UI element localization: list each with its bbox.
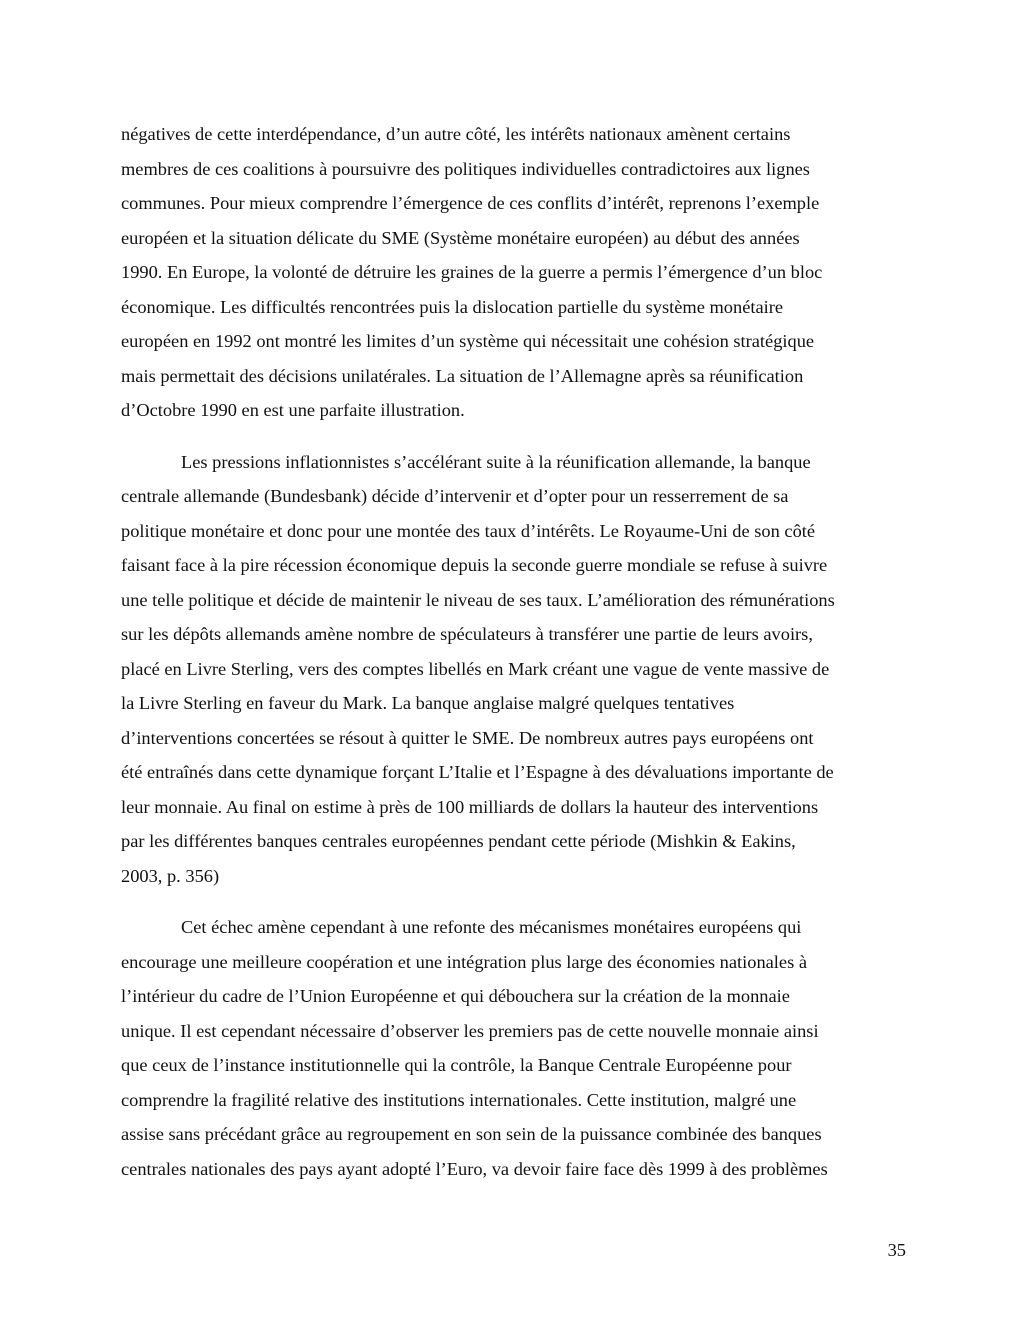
- text-line: la Livre Sterling en faveur du Mark. La banque anglaise malgré quelques tentatives: [121, 693, 735, 713]
- paragraph-spacer: [121, 428, 904, 445]
- text-line: mais permettait des décisions unilatérales. La situation de l’Allemagne après sa réunification: [121, 365, 804, 386]
- text-line: placé en Livre Sterling, vers des comptes libellés en Mark créant une vague de vente massive de: [121, 658, 830, 679]
- text-line: Cet échec amène cependant à une refonte des mécanismes monétaires européens qui: [181, 917, 802, 937]
- text-line: Les pressions inflationnistes s’accélérant suite à la réunification allemande, la banque: [181, 451, 811, 472]
- text-line: négatives de cette interdépendance, d’un autre côté, les intérêts nationaux amènent certains: [121, 124, 791, 144]
- text-line: que ceux de l’instance institutionnelle qui la contrôle, la Banque Centrale Européenne pour: [121, 1055, 792, 1075]
- text-line: d’Octobre 1990 en est une parfaite illustration.: [121, 400, 465, 420]
- paragraph-3: [121, 910, 904, 1186]
- text-line: comprendre la fragilité relative des institutions internationales. Cette institution, malgré une: [121, 1089, 797, 1110]
- text-line: l’intérieur du cadre de l’Union Européenne et qui débouchera sur la création de la monnaie: [121, 986, 790, 1006]
- paragraph-1: [121, 117, 904, 428]
- text-line: par les différentes banques centrales européennes pendant cette période (Mishkin & Eakins,: [121, 831, 796, 851]
- text-line: 2003, p. 356): [121, 865, 220, 886]
- paragraph-spacer: [121, 893, 904, 910]
- text-line: encourage une meilleure coopération et une intégration plus large des économies nationales à: [121, 951, 807, 972]
- text-line: unique. Il est cependant nécessaire d’observer les premiers pas de cette nouvelle monnaie ainsi: [121, 1020, 819, 1041]
- text-line: d’interventions concertées se résout à quitter le SME. De nombreux autres pays européens ont: [121, 727, 814, 748]
- paragraph-2: [121, 445, 904, 894]
- text-line: membres de ces coalitions à poursuivre des politiques individuelles contradictoires aux lignes: [121, 158, 810, 179]
- page-number: 35: [887, 1240, 906, 1260]
- text-line: européen et la situation délicate du SME (Système monétaire européen) au début des années: [121, 227, 800, 248]
- text-line: une telle politique et décide de maintenir le niveau de ses taux. L’amélioration des rémunérations: [121, 589, 835, 610]
- text-line: sur les dépôts allemands amène nombre de spéculateurs à transférer une partie de leurs avoirs,: [121, 624, 813, 644]
- text-line: communes. Pour mieux comprendre l’émergence de ces conflits d’intérêt, reprenons l’exemple: [121, 193, 820, 213]
- text-line: politique monétaire et donc pour une montée des taux d’intérêts. Le Royaume-Uni de son côté: [121, 520, 816, 541]
- text-line: centrales nationales des pays ayant adopté l’Euro, va devoir faire face dès 1999 à des problèmes: [121, 1158, 828, 1179]
- text-line: leur monnaie. Au final on estime à près de 100 milliards de dollars la hauteur des interventions: [121, 796, 819, 817]
- text-line: centrale allemande (Bundesbank) décide d’intervenir et d’opter pour un resserrement de sa: [121, 486, 789, 506]
- text-line: européen en 1992 ont montré les limites d’un système qui nécessitait une cohésion stratégique: [121, 331, 815, 351]
- text-line: économique. Les difficultés rencontrées puis la dislocation partielle du système monétaire: [121, 296, 784, 317]
- text-line: été entraînés dans cette dynamique forçant L’Italie et l’Espagne à des dévaluations importante de: [121, 762, 834, 782]
- text-line: assise sans précédant grâce au regroupement en son sein de la puissance combinée des banques: [121, 1124, 822, 1144]
- text-line: 1990. En Europe, la volonté de détruire les graines de la guerre a permis l’émergence d’un bloc: [121, 262, 823, 282]
- text-line: faisant face à la pire récession économique depuis la seconde guerre mondiale se refuse à suivre: [121, 555, 828, 575]
- body-text: [121, 117, 904, 1186]
